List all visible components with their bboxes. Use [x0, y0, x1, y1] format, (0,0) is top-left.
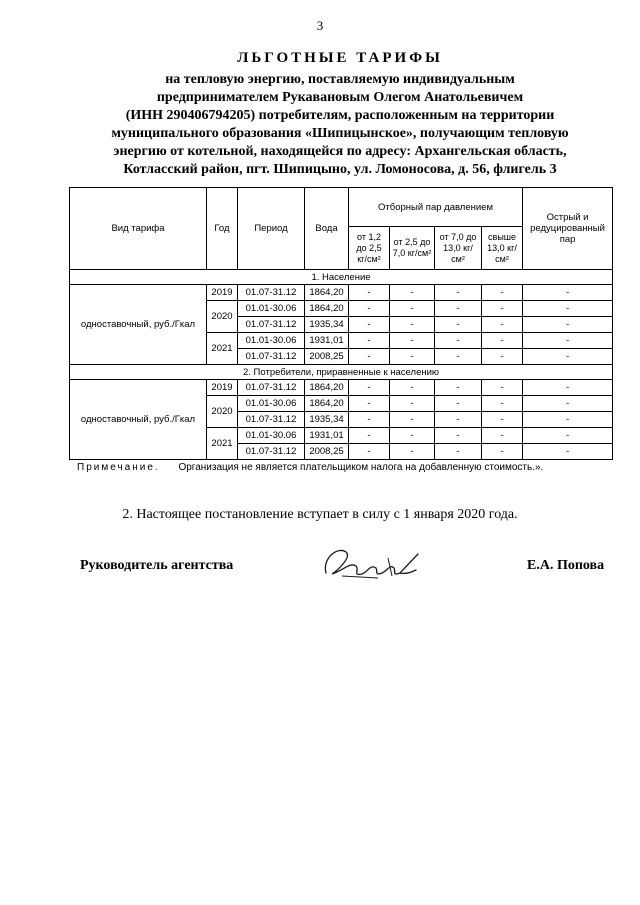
note [77, 462, 543, 473]
water-cell: 1864,20 [305, 301, 349, 317]
period-cell: 01.07-31.12 [238, 412, 305, 428]
water-cell: 1864,20 [305, 285, 349, 301]
value-cell: - [349, 428, 390, 444]
value-cell: - [482, 444, 523, 460]
header-sharp-steam: Острый и редуцированный пар [523, 188, 613, 270]
water-cell: 1864,20 [305, 396, 349, 412]
value-cell: - [482, 285, 523, 301]
period-cell: 01.01-30.06 [238, 396, 305, 412]
value-cell: - [482, 317, 523, 333]
value-cell: - [349, 396, 390, 412]
signatory-name: Е.А. Попова [527, 558, 605, 573]
period-cell: 01.07-31.12 [238, 444, 305, 460]
section-title: 1. Население [70, 270, 613, 285]
value-cell: - [435, 444, 482, 460]
value-cell: - [482, 349, 523, 365]
value-cell: - [523, 285, 613, 301]
header-water: Вода [305, 188, 349, 270]
header-steam-2: от 2,5 до 7,0 кг/см² [390, 227, 435, 270]
value-cell: - [349, 412, 390, 428]
value-cell: - [390, 428, 435, 444]
signatory-role: Руководитель агентства [80, 558, 234, 573]
value-cell: - [482, 396, 523, 412]
period-cell: 01.01-30.06 [238, 301, 305, 317]
value-cell: - [482, 412, 523, 428]
value-cell: - [435, 396, 482, 412]
value-cell: - [523, 428, 613, 444]
water-cell: 2008,25 [305, 444, 349, 460]
value-cell: - [523, 317, 613, 333]
year-cell: 2021 [207, 428, 238, 460]
water-cell: 1931,01 [305, 333, 349, 349]
value-cell: - [349, 317, 390, 333]
header-steam: Отборный пар давлением [349, 188, 523, 227]
water-cell: 1931,01 [305, 428, 349, 444]
value-cell: - [523, 349, 613, 365]
section-title: 2. Потребители, приравненные к населению [70, 365, 613, 380]
value-cell: - [349, 333, 390, 349]
title-line: Котласский район, пгт. Шипицыно, ул. Ломоносова, д. 56, флигель 3 [123, 162, 557, 177]
value-cell: - [349, 301, 390, 317]
value-cell: - [349, 285, 390, 301]
period-cell: 01.07-31.12 [238, 285, 305, 301]
tariffs-table [69, 187, 613, 460]
value-cell: - [523, 412, 613, 428]
value-cell: - [523, 396, 613, 412]
water-cell: 2008,25 [305, 349, 349, 365]
value-cell: - [523, 301, 613, 317]
title-line: (ИНН 290406794205) потребителям, расположенным на территории [125, 108, 555, 123]
title-line: муниципального образования «Шипицынское», получающим тепловую [111, 126, 569, 141]
title-main: ЛЬГОТНЫЕ ТАРИФЫ [237, 50, 443, 66]
year-cell: 2019 [207, 285, 238, 301]
value-cell: - [390, 317, 435, 333]
header-period: Период [238, 188, 305, 270]
value-cell: - [390, 380, 435, 396]
value-cell: - [435, 285, 482, 301]
value-cell: - [435, 333, 482, 349]
value-cell: - [523, 380, 613, 396]
value-cell: - [349, 444, 390, 460]
page-number: 3 [316, 18, 324, 33]
value-cell: - [482, 301, 523, 317]
document-title [70, 50, 610, 179]
header-year: Год [207, 188, 238, 270]
value-cell: - [435, 428, 482, 444]
value-cell: - [482, 333, 523, 349]
value-cell: - [390, 285, 435, 301]
year-cell: 2019 [207, 380, 238, 396]
period-cell: 01.07-31.12 [238, 349, 305, 365]
year-cell: 2021 [207, 333, 238, 365]
title-line: предпринимателем Рукавановым Олегом Анатольевичем [156, 90, 524, 105]
value-cell: - [523, 444, 613, 460]
value-cell: - [435, 301, 482, 317]
value-cell: - [349, 349, 390, 365]
value-cell: - [482, 428, 523, 444]
water-cell: 1935,34 [305, 412, 349, 428]
value-cell: - [390, 349, 435, 365]
period-cell: 01.07-31.12 [238, 380, 305, 396]
note-label: Примечание. [77, 462, 160, 473]
tariff-type-cell: одноставочный, руб./Гкал [70, 380, 207, 460]
water-cell: 1935,34 [305, 317, 349, 333]
title-line: энергию от котельной, находящейся по адресу: Архангельская область, [113, 144, 567, 159]
header-steam-4: свыше 13,0 кг/см² [482, 227, 523, 270]
period-cell: 01.01-30.06 [238, 428, 305, 444]
water-cell: 1864,20 [305, 380, 349, 396]
effective-date-paragraph: 2. Настоящее постановление вступает в силу с 1 января 2020 года. [122, 507, 518, 522]
value-cell: - [390, 333, 435, 349]
value-cell: - [390, 396, 435, 412]
value-cell: - [349, 380, 390, 396]
value-cell: - [435, 317, 482, 333]
header-steam-1: от 1,2 до 2,5 кг/см² [349, 227, 390, 270]
period-cell: 01.01-30.06 [238, 333, 305, 349]
value-cell: - [390, 412, 435, 428]
value-cell: - [435, 412, 482, 428]
value-cell: - [435, 380, 482, 396]
period-cell: 01.07-31.12 [238, 317, 305, 333]
handwritten-signature [318, 540, 428, 585]
note-text: Организация не является плательщиком налога на добавленную стоимость.». [178, 462, 544, 473]
tariff-type-cell: одноставочный, руб./Гкал [70, 285, 207, 365]
value-cell: - [435, 349, 482, 365]
title-line: на тепловую энергию, поставляемую индивидуальным [165, 72, 515, 87]
value-cell: - [523, 333, 613, 349]
value-cell: - [390, 444, 435, 460]
year-cell: 2020 [207, 301, 238, 333]
value-cell: - [390, 301, 435, 317]
year-cell: 2020 [207, 396, 238, 428]
header-steam-3: от 7,0 до 13,0 кг/см² [435, 227, 482, 270]
header-tariff-type: Вид тарифа [70, 188, 207, 270]
value-cell: - [482, 380, 523, 396]
